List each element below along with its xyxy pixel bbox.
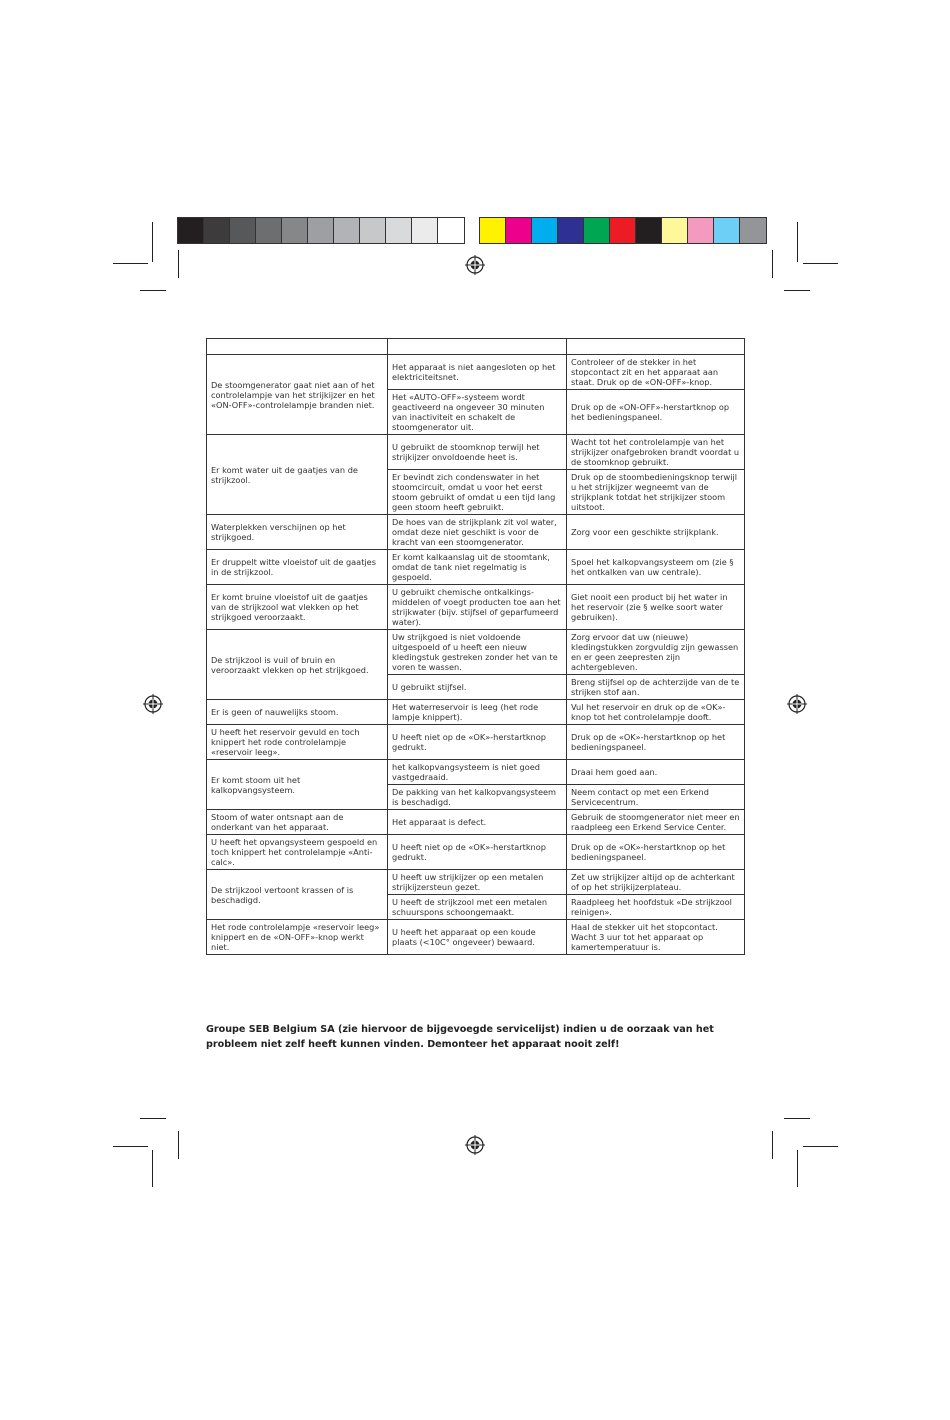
cause-cell: U gebruikt chemische ontkalkings-middelen of voegt producten toe aan het strijkwater (bijv. stijfsel of geparfumeerd water).	[388, 585, 567, 630]
problem-cell: De stoomgenerator gaat niet aan of het controlelampje van het strijkijzer en het «ON-OFF»-controlelampje branden niet.	[207, 355, 388, 435]
solution-cell: Druk op de stoombedieningsknop terwijl u het strijkijzer wegneemt van de strijkplank totdat het strijkijzer stoom uitstoot.	[567, 470, 745, 515]
cause-cell: De pakking van het kalkopvangsysteem is beschadigd.	[388, 785, 567, 810]
table-row	[207, 585, 745, 630]
color-swatch	[714, 218, 740, 243]
solution-cell: Druk op de «OK»-herstartknop op het bedieningspaneel.	[567, 835, 745, 870]
table-row	[207, 760, 745, 785]
cause-cell: U heeft de strijkzool met een metalen schuurspons schoongemaakt.	[388, 895, 567, 920]
color-swatch	[584, 218, 610, 243]
solution-cell: Gebruik de stoomgenerator niet meer en raadpleeg een Erkend Service Center.	[567, 810, 745, 835]
cause-cell: U heeft uw strijkijzer op een metalen strijkijzersteun gezet.	[388, 870, 567, 895]
registration-mark-icon	[465, 255, 485, 275]
registration-mark-icon	[787, 694, 807, 714]
color-swatch	[688, 218, 714, 243]
color-swatch	[480, 218, 506, 243]
table-row	[207, 435, 745, 470]
cause-cell: U gebruikt stijfsel.	[388, 675, 567, 700]
solution-cell: Breng stijfsel op de achterzijde van de te strijken stof aan.	[567, 675, 745, 700]
header-solution	[567, 339, 745, 355]
problem-cell: Waterplekken verschijnen op het strijkgoed.	[207, 515, 388, 550]
color-calibration-bar	[479, 217, 767, 244]
table-row	[207, 810, 745, 835]
color-swatch	[558, 218, 584, 243]
problem-cell: Er druppelt witte vloeistof uit de gaatjes in de strijkzool.	[207, 550, 388, 585]
crop-mark	[797, 222, 798, 262]
problem-cell: Er is geen of nauwelijks stoom.	[207, 700, 388, 725]
solution-cell: Giet nooit een product bij het water in het reservoir (zie § welke soort water gebruiken).	[567, 585, 745, 630]
crop-mark	[178, 250, 179, 278]
cause-cell: Er komt kalkaanslag uit de stoomtank, omdat de tank niet regelmatig is gespoeld.	[388, 550, 567, 585]
color-swatch	[636, 218, 662, 243]
crop-mark	[772, 1131, 773, 1159]
registration-mark-icon	[143, 694, 163, 714]
crop-mark	[113, 1146, 148, 1147]
color-swatch	[662, 218, 688, 243]
table-row	[207, 870, 745, 895]
color-swatch	[178, 218, 204, 243]
color-swatch	[334, 218, 360, 243]
table-header-row	[207, 339, 745, 355]
crop-mark	[772, 250, 773, 278]
cause-cell: U gebruikt de stoomknop terwijl het strijkijzer onvoldoende heet is.	[388, 435, 567, 470]
solution-cell: Zorg ervoor dat uw (nieuwe) kledingstukken zorgvuldig zijn gewassen en er geen zeepresten zijn achtergebleven.	[567, 630, 745, 675]
header-cause	[388, 339, 567, 355]
table-row	[207, 355, 745, 390]
color-swatch	[386, 218, 412, 243]
table-row	[207, 700, 745, 725]
troubleshooting-table	[206, 338, 745, 955]
table-row	[207, 630, 745, 675]
color-swatch	[506, 218, 532, 243]
crop-mark	[152, 222, 153, 262]
crop-mark	[113, 263, 148, 264]
crop-mark	[140, 290, 166, 291]
cause-cell: U heeft het apparaat op een koude plaats (<10C° ongeveer) bewaard.	[388, 920, 567, 955]
solution-cell: Zet uw strijkijzer altijd op de achterkant of op het strijkijzerplateau.	[567, 870, 745, 895]
cause-cell: het kalkopvangsysteem is niet goed vastgedraaid.	[388, 760, 567, 785]
crop-mark	[140, 1118, 166, 1119]
table-row	[207, 835, 745, 870]
cause-cell: U heeft niet op de «OK»-herstartknop gedrukt.	[388, 835, 567, 870]
problem-cell: Er komt bruine vloeistof uit de gaatjes van de strijkzool wat vlekken op het strijkgoed veroorzaakt.	[207, 585, 388, 630]
problem-cell: U heeft het reservoir gevuld en toch knippert het rode controlelampje «reservoir leeg».	[207, 725, 388, 760]
cause-cell: Het apparaat is defect.	[388, 810, 567, 835]
solution-cell: Draai hem goed aan.	[567, 760, 745, 785]
crop-mark	[784, 1118, 810, 1119]
crop-mark	[784, 290, 810, 291]
table-row	[207, 550, 745, 585]
crop-mark	[178, 1131, 179, 1159]
problem-cell: De strijkzool vertoont krassen of is beschadigd.	[207, 870, 388, 920]
color-swatch	[308, 218, 334, 243]
crop-mark	[797, 1150, 798, 1187]
color-swatch	[532, 218, 558, 243]
color-swatch	[412, 218, 438, 243]
color-swatch	[438, 218, 464, 243]
cause-cell: Het «AUTO-OFF»-systeem wordt geactiveerd na ongeveer 30 minuten van inactiviteit en schakelt de stoomgenerator uit.	[388, 390, 567, 435]
solution-cell: Wacht tot het controlelampje van het strijkijzer onafgebroken brandt voordat u de stoomknop gebruikt.	[567, 435, 745, 470]
solution-cell: Zorg voor een geschikte strijkplank.	[567, 515, 745, 550]
color-swatch	[230, 218, 256, 243]
header-problem	[207, 339, 388, 355]
cause-cell: Het waterreservoir is leeg (het rode lampje knippert).	[388, 700, 567, 725]
crop-mark	[803, 263, 838, 264]
problem-cell: Er komt stoom uit het kalkopvangsysteem.	[207, 760, 388, 810]
solution-cell: Neem contact op met een Erkend Servicecentrum.	[567, 785, 745, 810]
solution-cell: Druk op de «ON-OFF»-herstartknop op het bedieningspaneel.	[567, 390, 745, 435]
solution-cell: Controleer of de stekker in het stopcontact zit en het apparaat aan staat. Druk op de «ON-OFF»-knop.	[567, 355, 745, 390]
cause-cell: Uw strijkgoed is niet voldoende uitgespoeld of u heeft een nieuw kledingstuk gestreken zonder het van te voren te wassen.	[388, 630, 567, 675]
color-swatch	[256, 218, 282, 243]
solution-cell: Vul het reservoir en druk op de «OK»-knop tot het controlelampje dooft.	[567, 700, 745, 725]
crop-mark	[803, 1146, 838, 1147]
cause-cell: Er bevindt zich condenswater in het stoomcircuit, omdat u voor het eerst stoom gebruikt of omdat u een tijd lang geen stoom heeft gebruikt.	[388, 470, 567, 515]
table-row	[207, 920, 745, 955]
table-row	[207, 515, 745, 550]
solution-cell: Spoel het kalkopvangsysteem om (zie § het ontkalken van uw centrale).	[567, 550, 745, 585]
color-swatch	[610, 218, 636, 243]
problem-cell: Er komt water uit de gaatjes van de strijkzool.	[207, 435, 388, 515]
cause-cell: U heeft niet op de «OK»-herstartknop gedrukt.	[388, 725, 567, 760]
color-swatch	[282, 218, 308, 243]
solution-cell: Haal de stekker uit het stopcontact. Wacht 3 uur tot het apparaat op kamertemperatuur is.	[567, 920, 745, 955]
grayscale-calibration-bar	[177, 217, 465, 244]
color-swatch	[360, 218, 386, 243]
cause-cell: De hoes van de strijkplank zit vol water, omdat deze niet geschikt is voor de kracht van een stoomgenerator.	[388, 515, 567, 550]
problem-cell: De strijkzool is vuil of bruin en veroorzaakt vlekken op het strijkgoed.	[207, 630, 388, 700]
cause-cell: Het apparaat is niet aangesloten op het elektriciteitsnet.	[388, 355, 567, 390]
color-swatch	[740, 218, 766, 243]
problem-cell: Het rode controlelampje «reservoir leeg» knippert en de «ON-OFF»-knop werkt niet.	[207, 920, 388, 955]
problem-cell: U heeft het opvangsysteem gespoeld en toch knippert het controlelampje «Anti-calc».	[207, 835, 388, 870]
crop-mark	[152, 1150, 153, 1187]
solution-cell: Raadpleeg het hoofdstuk «De strijkzool reinigen».	[567, 895, 745, 920]
table-row	[207, 725, 745, 760]
service-notice: Groupe SEB Belgium SA (zie hiervoor de bijgevoegde servicelijst) indien u de oorzaak van het probleem niet zelf heeft kunnen vinden. Demonteer het apparaat nooit zelf!	[206, 1024, 714, 1050]
registration-mark-icon	[465, 1135, 485, 1155]
color-swatch	[204, 218, 230, 243]
solution-cell: Druk op de «OK»-herstartknop op het bedieningspaneel.	[567, 725, 745, 760]
problem-cell: Stoom of water ontsnapt aan de onderkant van het apparaat.	[207, 810, 388, 835]
